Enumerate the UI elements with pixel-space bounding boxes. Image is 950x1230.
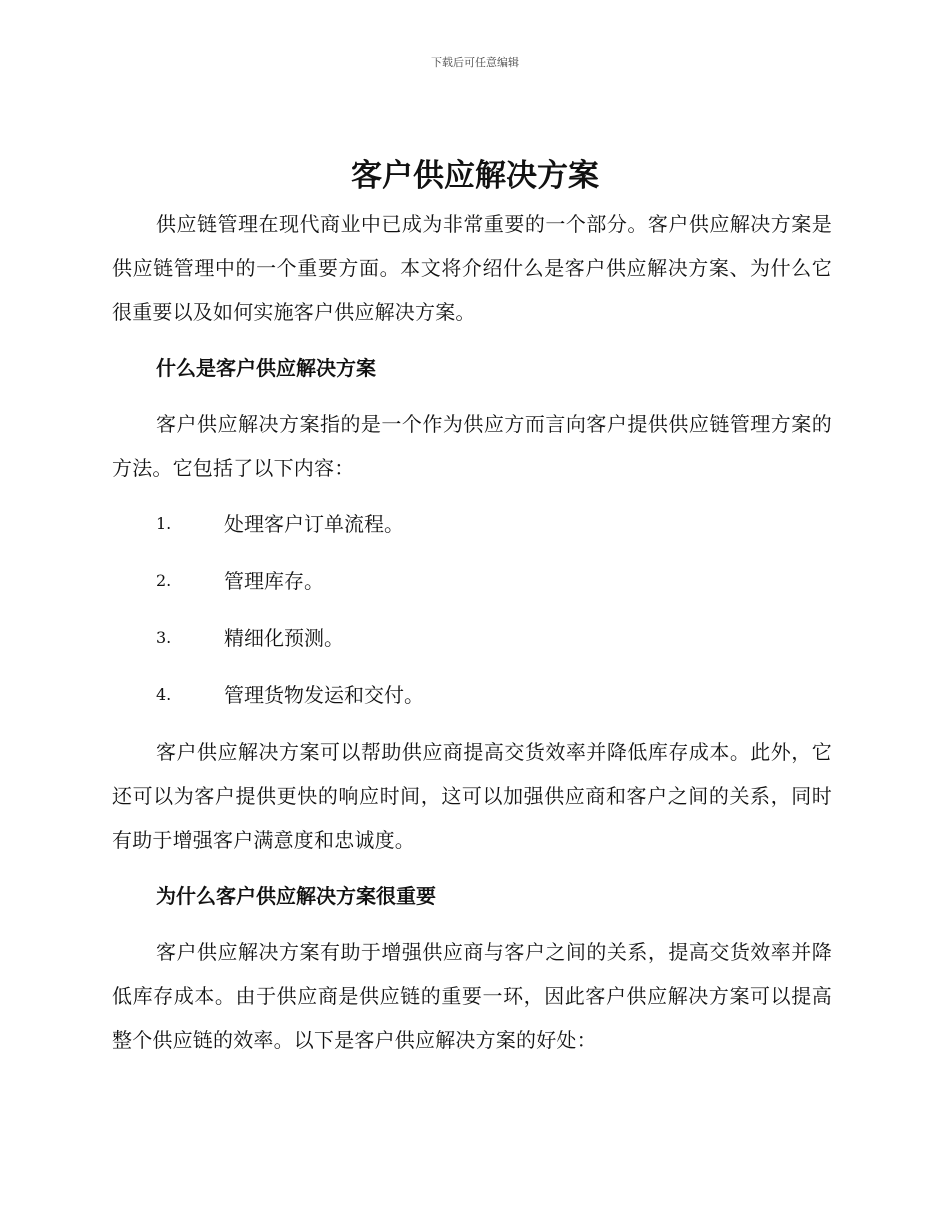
list-item-number: 1. [156, 514, 172, 533]
list-item-text: 精细化预测。 [224, 626, 344, 650]
intro-paragraph: 供应链管理在现代商业中已成为非常重要的一个部分。客户供应解决方案是供应链管理中的一个重要方面。本文将介绍什么是客户供应解决方案、为什么它很重要以及如何实施客户供应解决方案。 [112, 212, 832, 324]
list-item [112, 616, 832, 661]
list-item [112, 559, 832, 604]
importance-paragraph: 客户供应解决方案有助于增强供应商与客户之间的关系，提高交货效率并降低库存成本。由于供应商是供应链的重要一环，因此客户供应解决方案可以提高整个供应链的效率。以下是客户供应解决方案的好处： [112, 940, 832, 1052]
contents-list [112, 502, 832, 718]
definition-paragraph: 客户供应解决方案指的是一个作为供应方而言向客户提供供应链管理方案的方法。它包括了以下内容： [112, 412, 832, 480]
list-item [112, 673, 832, 718]
section-heading-what: 什么是客户供应解决方案 [156, 356, 376, 380]
list-item-number: 3. [156, 628, 172, 647]
list-item-number: 4. [156, 685, 172, 704]
list-item-number: 2. [156, 571, 172, 590]
list-item-text: 管理库存。 [224, 569, 324, 593]
benefit-paragraph: 客户供应解决方案可以帮助供应商提高交货效率并降低库存成本。此外，它还可以为客户提供更快的响应时间，这可以加强供应商和客户之间的关系，同时有助于增强客户满意度和忠诚度。 [112, 740, 832, 852]
header-note: 下载后可任意编辑 [431, 56, 519, 69]
list-item-text: 处理客户订单流程。 [224, 512, 404, 536]
document-body [112, 202, 832, 1062]
section-heading-why: 为什么客户供应解决方案很重要 [156, 884, 436, 908]
list-item [112, 502, 832, 547]
list-item-text: 管理货物发运和交付。 [224, 683, 424, 707]
document-title: 客户供应解决方案 [351, 158, 599, 194]
